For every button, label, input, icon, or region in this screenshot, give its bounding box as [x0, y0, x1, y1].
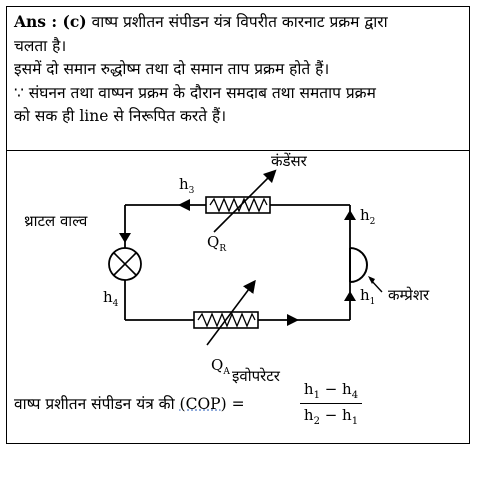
cop-abbreviation: (COP)	[179, 395, 227, 413]
cop-formula-prefix: वाष्प प्रशीतन संपीडन यंत्र की	[14, 395, 175, 413]
cop-formula-text	[14, 392, 245, 414]
flow-arrow-left	[119, 233, 131, 243]
evaporator-coil	[194, 285, 258, 345]
throttle-valve-label: थ्राटल वाल्व	[24, 212, 88, 230]
flow-arrow-top	[178, 199, 190, 211]
h1-label: $h_1$	[360, 286, 376, 307]
cop-fraction	[300, 380, 362, 427]
fraction-numerator: $h_1 - h_4$	[300, 380, 362, 404]
h2-label: $h_2$	[360, 206, 376, 227]
flow-arrow-bottom	[287, 314, 299, 326]
h3-label: $h_3$	[179, 175, 195, 196]
compressor-symbol	[350, 248, 367, 282]
answer-label: Ans : (c)	[14, 12, 87, 31]
flow-arrow-right-upper	[344, 210, 356, 220]
evaporator-label: इवोपरेटर	[232, 367, 280, 385]
throttle-valve-symbol	[109, 248, 141, 280]
answer-line-1-text: वाष्प प्रशीतन संपीडन यंत्र विपरीत कारनाट प्रक्रम द्वारा	[91, 13, 388, 31]
condenser-coil	[206, 174, 272, 232]
answer-line-5: को सक ही line से निरूपित करते हैं।	[14, 107, 227, 125]
qa-label: $Q_A$	[211, 356, 230, 377]
answer-line-2: चलता है।	[14, 36, 67, 55]
qr-label: $Q_R$	[207, 233, 227, 254]
flow-arrow-right-lower	[344, 291, 356, 301]
condenser-label: कंडेंसर	[271, 152, 307, 170]
fraction-denominator: $h_2 - h_1$	[303, 406, 359, 427]
h4-label: $h_4$	[103, 288, 119, 309]
answer-line-4: ∵ संघनन तथा वाष्पन प्रक्रम के दौरान समदाब तथा समताप प्रक्रम	[14, 83, 376, 102]
answer-line-3: इसमें दो समान रुद्धोष्म तथा दो समान ताप प्रक्रम होते हैं।	[14, 60, 330, 78]
compressor-label: कम्प्रेशर	[388, 286, 430, 304]
equals-sign: =	[231, 395, 245, 413]
